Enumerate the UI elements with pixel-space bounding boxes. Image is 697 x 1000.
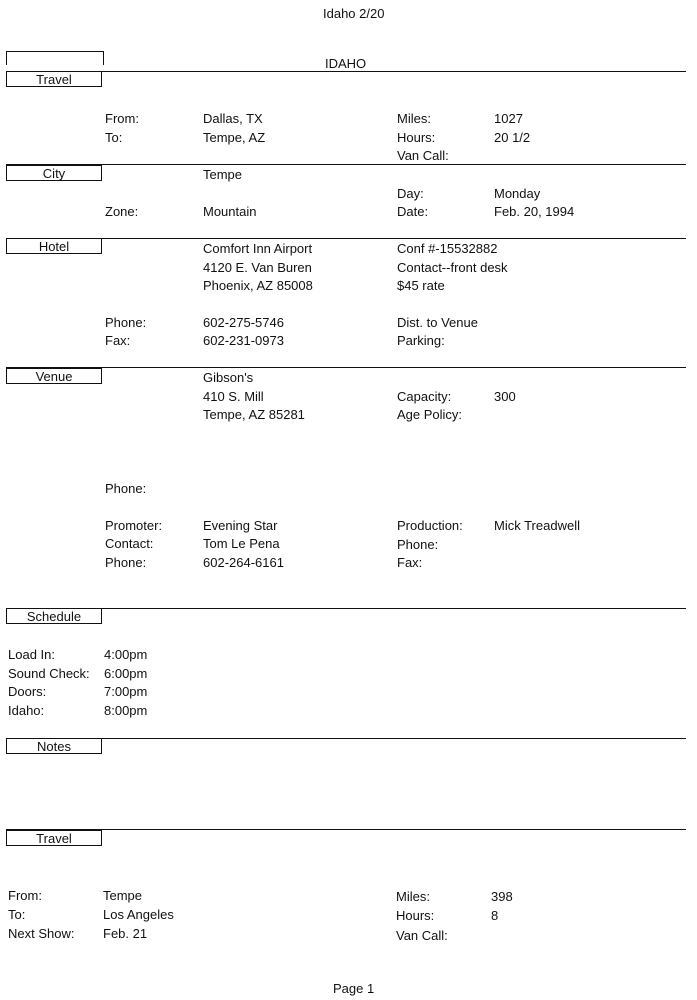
- header-empty-box: [6, 51, 104, 65]
- dist-to-venue-label: Dist. to Venue: [397, 315, 478, 330]
- promoter-value: Evening Star: [203, 518, 278, 533]
- notes-rule: [6, 738, 686, 739]
- production-value: Mick Treadwell: [494, 518, 580, 533]
- to-value: Tempe, AZ: [203, 130, 266, 145]
- next-miles-label: Miles:: [396, 889, 430, 904]
- miles-label: Miles:: [397, 111, 431, 126]
- venue-phone-label: Phone:: [105, 481, 147, 496]
- next-from-value: Tempe: [103, 888, 143, 903]
- next-show-value: Feb. 21: [103, 926, 148, 941]
- capacity-label: Capacity:: [397, 389, 452, 404]
- next-hours-label: Hours:: [396, 908, 435, 923]
- contact-label: Contact:: [105, 536, 154, 551]
- to-label: To:: [105, 130, 123, 145]
- schedule-time: 7:00pm: [104, 684, 148, 699]
- date-value: Feb. 20, 1994: [494, 204, 575, 219]
- next-van-call-label: Van Call:: [396, 928, 448, 943]
- capacity-value: 300: [494, 389, 516, 404]
- hotel-contact: Contact--front desk: [397, 260, 508, 275]
- page-number: Page 1: [333, 981, 375, 996]
- travel2-rule: [6, 829, 686, 830]
- hotel-phone: 602-275-5746: [203, 315, 284, 330]
- age-policy-label: Age Policy:: [397, 407, 463, 422]
- schedule-rule: [6, 608, 686, 609]
- city-rule: [6, 164, 686, 165]
- schedule-time: 8:00pm: [104, 703, 148, 718]
- venue-address-1: 410 S. Mill: [203, 389, 264, 404]
- hotel-fax-label: Fax:: [105, 333, 131, 348]
- promoter-phone: 602-264-6161: [203, 555, 284, 570]
- from-label: From:: [105, 111, 139, 126]
- schedule-label: Idaho:: [8, 703, 45, 718]
- section-travel-next: Travel: [6, 830, 102, 846]
- hotel-rate: $45 rate: [397, 278, 445, 293]
- next-hours-value: 8: [491, 908, 499, 923]
- hotel-phone-label: Phone:: [105, 315, 147, 330]
- section-city: City: [6, 165, 102, 181]
- parking-label: Parking:: [397, 333, 445, 348]
- hours-label: Hours:: [397, 130, 436, 145]
- section-travel: Travel: [6, 71, 102, 87]
- hotel-address-1: 4120 E. Van Buren: [203, 260, 312, 275]
- section-notes: Notes: [6, 738, 102, 754]
- next-from-label: From:: [8, 888, 42, 903]
- day-value: Monday: [494, 186, 541, 201]
- hotel-fax: 602-231-0973: [203, 333, 284, 348]
- hotel-address-2: Phoenix, AZ 85008: [203, 278, 313, 293]
- venue-address-2: Tempe, AZ 85281: [203, 407, 305, 422]
- production-phone-label: Phone:: [397, 537, 439, 552]
- hotel-name: Comfort Inn Airport: [203, 241, 313, 256]
- city-name: Tempe: [203, 167, 243, 182]
- schedule-time: 4:00pm: [104, 647, 148, 662]
- van-call-label: Van Call:: [397, 148, 449, 163]
- hotel-conf: Conf #-15532882: [397, 241, 498, 256]
- page-title: Idaho 2/20: [323, 6, 385, 21]
- next-show-label: Next Show:: [8, 926, 75, 941]
- day-label: Day:: [397, 186, 424, 201]
- schedule-label: Doors:: [8, 684, 47, 699]
- from-value: Dallas, TX: [203, 111, 263, 126]
- next-to-value: Los Angeles: [103, 907, 174, 922]
- travel-rule: [6, 71, 686, 72]
- section-venue: Venue: [6, 368, 102, 384]
- section-hotel: Hotel: [6, 238, 102, 254]
- production-fax-label: Fax:: [397, 555, 423, 570]
- contact-value: Tom Le Pena: [203, 536, 280, 551]
- miles-value: 1027: [494, 111, 523, 126]
- venue-rule: [6, 367, 686, 368]
- zone-value: Mountain: [203, 204, 257, 219]
- hours-value: 20 1/2: [494, 130, 531, 145]
- section-schedule: Schedule: [6, 608, 102, 624]
- schedule-label: Sound Check:: [8, 666, 90, 681]
- date-label: Date:: [397, 204, 429, 219]
- production-label: Production:: [397, 518, 463, 533]
- schedule-label: Load In:: [8, 647, 55, 662]
- promoter-label: Promoter:: [105, 518, 163, 533]
- hotel-rule: [6, 238, 686, 239]
- schedule-time: 6:00pm: [104, 666, 148, 681]
- promoter-phone-label: Phone:: [105, 555, 147, 570]
- zone-label: Zone:: [105, 204, 139, 219]
- venue-name: Gibson's: [203, 370, 254, 385]
- next-to-label: To:: [8, 907, 26, 922]
- next-miles-value: 398: [491, 889, 513, 904]
- band-name: IDAHO: [325, 56, 367, 71]
